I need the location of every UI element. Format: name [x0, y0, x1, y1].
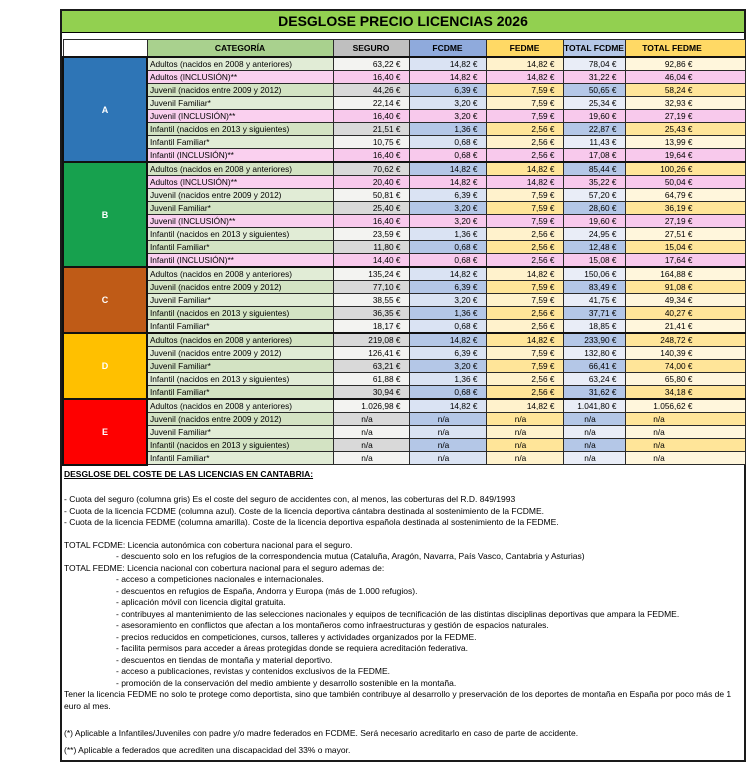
footnotes-heading: DESGLOSE DEL COSTE DE LAS LICENCIAS EN CANTABRIA:	[64, 468, 314, 479]
value-cell: n/a	[333, 452, 409, 465]
row-label: Juvenil Familiar*	[147, 294, 333, 307]
footnote-line: - Cuota del seguro (columna gris) Es el coste del seguro de accidentes con, al menos, las coberturas del R.D. 849/1993	[64, 494, 516, 504]
table-row	[63, 241, 745, 254]
value-cell: n/a	[563, 426, 625, 439]
value-cell: 2,56 €	[486, 136, 563, 149]
value-cell: 19,60 €	[563, 215, 625, 228]
table-row	[63, 413, 745, 426]
row-label: Infantil Familiar*	[147, 320, 333, 334]
value-cell: 1,36 €	[409, 373, 486, 386]
row-label: Juvenil Familiar*	[147, 426, 333, 439]
value-cell: 2,56 €	[486, 307, 563, 320]
table-row	[63, 267, 745, 281]
value-cell: n/a	[409, 426, 486, 439]
value-cell: 20,40 €	[333, 176, 409, 189]
footnote-line: - Cuota de la licencia FEDME (columna amarilla). Coste de la licencia deportiva española destinada al sostenimiento de la FEDME.	[64, 517, 559, 527]
footer-lines	[64, 494, 741, 756]
value-cell: 77,10 €	[333, 281, 409, 294]
value-cell: 22,14 €	[333, 97, 409, 110]
value-cell: 12,48 €	[563, 241, 625, 254]
value-cell: 14,82 €	[409, 267, 486, 281]
row-label: Juvenil (nacidos entre 2009 y 2012)	[147, 84, 333, 97]
value-cell: 35,22 €	[563, 176, 625, 189]
table-row	[63, 254, 745, 268]
value-cell: 34,18 €	[625, 386, 745, 400]
table-row	[63, 347, 745, 360]
value-cell: 11,80 €	[333, 241, 409, 254]
footnote-line: (**) Aplicable a federados que acrediten una discapacidad del 33% o mayor.	[64, 744, 351, 755]
table-row	[63, 439, 745, 452]
value-cell: 50,65 €	[563, 84, 625, 97]
value-cell: 2,56 €	[486, 149, 563, 163]
value-cell: 16,40 €	[333, 110, 409, 123]
value-cell: 2,56 €	[486, 320, 563, 334]
value-cell: n/a	[486, 452, 563, 465]
row-label: Infantil (nacidos en 2013 y siguientes)	[147, 307, 333, 320]
value-cell: n/a	[625, 413, 745, 426]
value-cell: 50,04 €	[625, 176, 745, 189]
value-cell: 14,82 €	[409, 162, 486, 176]
value-cell: n/a	[333, 413, 409, 426]
row-label: Adultos (INCLUSIÓN)**	[147, 71, 333, 84]
footnote-line: (*) Aplicable a Infantiles/Juveniles con padre y/o madre federados en FCDME. Será necesario acreditarlo en caso de parte de accidente.	[64, 728, 579, 738]
table-row	[63, 84, 745, 97]
value-cell: 16,40 €	[333, 71, 409, 84]
table-row	[63, 215, 745, 228]
value-cell: 46,04 €	[625, 71, 745, 84]
value-cell: 1.056,62 €	[625, 399, 745, 413]
row-label: Juvenil (nacidos entre 2009 y 2012)	[147, 347, 333, 360]
value-cell: 126,41 €	[333, 347, 409, 360]
value-cell: 25,43 €	[625, 123, 745, 136]
value-cell: 32,93 €	[625, 97, 745, 110]
footnote-line: TOTAL FCDME: Licencia autonómica con cobertura nacional para el seguro.	[64, 539, 353, 550]
value-cell: 140,39 €	[625, 347, 745, 360]
value-cell: 10,75 €	[333, 136, 409, 149]
footnote-line: - descuento solo en los refugios de la correspondencia mutua (Cataluña, Aragón, Navarra, País Vasco, Cantabria y Asturias)	[116, 551, 585, 561]
value-cell: 2,56 €	[486, 254, 563, 268]
header-fedme: FEDME	[486, 40, 563, 58]
value-cell: 18,17 €	[333, 320, 409, 334]
value-cell: 14,82 €	[486, 71, 563, 84]
row-label: Adultos (nacidos en 2008 y anteriores)	[147, 57, 333, 71]
table-row	[63, 136, 745, 149]
value-cell: n/a	[409, 439, 486, 452]
row-label: Infantil Familiar*	[147, 452, 333, 465]
row-label: Juvenil (nacidos entre 2009 y 2012)	[147, 413, 333, 426]
value-cell: 14,82 €	[486, 399, 563, 413]
value-cell: 14,82 €	[486, 333, 563, 347]
row-label: Infantil (nacidos en 2013 y siguientes)	[147, 373, 333, 386]
value-cell: 14,40 €	[333, 254, 409, 268]
value-cell: 61,88 €	[333, 373, 409, 386]
value-cell: 6,39 €	[409, 189, 486, 202]
value-cell: 14,82 €	[409, 176, 486, 189]
price-sheet	[60, 9, 746, 762]
table-row	[63, 386, 745, 400]
table-row	[63, 189, 745, 202]
footnote-line: Tener la licencia FEDME no solo te protege como deportista, sino que también contribuye al desarrollo y preservación de los deportes de montaña en España por poco más de 1 euro al mes.	[64, 689, 732, 711]
value-cell: 14,82 €	[409, 399, 486, 413]
value-cell: n/a	[563, 439, 625, 452]
value-cell: 7,59 €	[486, 84, 563, 97]
value-cell: 2,56 €	[486, 241, 563, 254]
row-label: Infantil Familiar*	[147, 241, 333, 254]
value-cell: 7,59 €	[486, 360, 563, 373]
value-cell: 31,62 €	[563, 386, 625, 400]
value-cell: 92,86 €	[625, 57, 745, 71]
value-cell: 0,68 €	[409, 254, 486, 268]
value-cell: 27,19 €	[625, 110, 745, 123]
value-cell: 7,59 €	[486, 347, 563, 360]
value-cell: 49,34 €	[625, 294, 745, 307]
value-cell: 7,59 €	[486, 110, 563, 123]
price-table	[62, 39, 746, 466]
row-label: Infantil (nacidos en 2013 y siguientes)	[147, 228, 333, 241]
table-row	[63, 110, 745, 123]
row-label: Juvenil Familiar*	[147, 97, 333, 110]
footnote-line: - facilita permisos para acceder a áreas protegidas donde se requiera acreditación federativa.	[116, 643, 469, 653]
value-cell: 7,59 €	[486, 189, 563, 202]
value-cell: 1.041,80 €	[563, 399, 625, 413]
value-cell: 30,94 €	[333, 386, 409, 400]
table-row	[63, 426, 745, 439]
footnote-line: - asesoramiento en conflictos que afectan a los montañeros como infraestructuras y gestión de espacios naturales.	[116, 620, 549, 630]
footnotes-panel	[62, 466, 744, 761]
value-cell: 14,82 €	[486, 57, 563, 71]
header-total-fcdme: TOTAL FCDME	[563, 40, 625, 58]
row-label: Adultos (nacidos en 2008 y anteriores)	[147, 162, 333, 176]
value-cell: 22,87 €	[563, 123, 625, 136]
value-cell: 25,34 €	[563, 97, 625, 110]
value-cell: n/a	[563, 452, 625, 465]
footnote-line: TOTAL FEDME: Licencia nacional con cobertura nacional para el seguro ademas de:	[64, 562, 385, 573]
footnote-line: - promoción de la conservación del medio ambiente y desarrollo sostenible en la montaña.	[116, 677, 457, 688]
value-cell: 2,56 €	[486, 373, 563, 386]
value-cell: 219,08 €	[333, 333, 409, 347]
page-title: DESGLOSE PRECIO LICENCIAS 2026	[62, 11, 744, 33]
table-row	[63, 97, 745, 110]
value-cell: 58,24 €	[625, 84, 745, 97]
value-cell: 6,39 €	[409, 84, 486, 97]
value-cell: 0,68 €	[409, 386, 486, 400]
value-cell: 0,68 €	[409, 149, 486, 163]
footnote-line: - acceso a competiciones nacionales e internacionales.	[116, 574, 324, 584]
value-cell: 23,59 €	[333, 228, 409, 241]
value-cell: 6,39 €	[409, 281, 486, 294]
row-label: Infantil (INCLUSIÓN)**	[147, 254, 333, 268]
value-cell: 40,27 €	[625, 307, 745, 320]
value-cell: 18,85 €	[563, 320, 625, 334]
row-label: Infantil (nacidos en 2013 y siguientes)	[147, 123, 333, 136]
row-label: Infantil (INCLUSIÓN)**	[147, 149, 333, 163]
value-cell: 14,82 €	[486, 162, 563, 176]
value-cell: 7,59 €	[486, 202, 563, 215]
value-cell: 2,56 €	[486, 228, 563, 241]
value-cell: 1,36 €	[409, 307, 486, 320]
value-cell: 135,24 €	[333, 267, 409, 281]
value-cell: 7,59 €	[486, 97, 563, 110]
value-cell: 0,68 €	[409, 320, 486, 334]
footnote-line: - acceso a publicaciones, revistas y contenidos exclusivos de la FEDME.	[116, 666, 391, 676]
value-cell: n/a	[625, 426, 745, 439]
value-cell: 233,90 €	[563, 333, 625, 347]
value-cell: 19,60 €	[563, 110, 625, 123]
table-row	[63, 228, 745, 241]
table-row	[63, 281, 745, 294]
value-cell: 14,82 €	[409, 57, 486, 71]
value-cell: 24,95 €	[563, 228, 625, 241]
value-cell: 38,55 €	[333, 294, 409, 307]
value-cell: 41,75 €	[563, 294, 625, 307]
category-letter-c: C	[63, 267, 147, 333]
row-label: Infantil Familiar*	[147, 136, 333, 149]
value-cell: n/a	[409, 452, 486, 465]
value-cell: 3,20 €	[409, 360, 486, 373]
value-cell: n/a	[409, 413, 486, 426]
value-cell: 66,41 €	[563, 360, 625, 373]
corner-cell	[63, 40, 147, 58]
value-cell: 14,82 €	[486, 267, 563, 281]
value-cell: 3,20 €	[409, 202, 486, 215]
value-cell: 164,88 €	[625, 267, 745, 281]
price-table-body	[63, 57, 745, 465]
value-cell: 50,81 €	[333, 189, 409, 202]
row-label: Juvenil (nacidos entre 2009 y 2012)	[147, 281, 333, 294]
value-cell: 37,71 €	[563, 307, 625, 320]
category-letter-a: A	[63, 57, 147, 162]
value-cell: n/a	[486, 426, 563, 439]
row-label: Adultos (nacidos en 2008 y anteriores)	[147, 399, 333, 413]
value-cell: n/a	[563, 413, 625, 426]
value-cell: n/a	[333, 439, 409, 452]
row-label: Adultos (nacidos en 2008 y anteriores)	[147, 267, 333, 281]
value-cell: n/a	[625, 452, 745, 465]
value-cell: 17,64 €	[625, 254, 745, 268]
value-cell: 78,04 €	[563, 57, 625, 71]
table-row	[63, 452, 745, 465]
value-cell: 21,41 €	[625, 320, 745, 334]
value-cell: 3,20 €	[409, 294, 486, 307]
value-cell: 14,82 €	[486, 176, 563, 189]
header-row	[63, 40, 745, 58]
value-cell: 7,59 €	[486, 281, 563, 294]
value-cell: 2,56 €	[486, 386, 563, 400]
value-cell: 7,59 €	[486, 215, 563, 228]
header-fcdme: FCDME	[409, 40, 486, 58]
value-cell: 15,08 €	[563, 254, 625, 268]
value-cell: 36,19 €	[625, 202, 745, 215]
row-label: Juvenil (INCLUSIÓN)**	[147, 215, 333, 228]
table-row	[63, 176, 745, 189]
category-letter-d: D	[63, 333, 147, 399]
value-cell: 6,39 €	[409, 347, 486, 360]
value-cell: 85,44 €	[563, 162, 625, 176]
table-row	[63, 123, 745, 136]
table-row	[63, 333, 745, 347]
header-total-fedme: TOTAL FEDME	[625, 40, 745, 58]
value-cell: 3,20 €	[409, 97, 486, 110]
value-cell: 27,51 €	[625, 228, 745, 241]
table-row	[63, 307, 745, 320]
table-row	[63, 373, 745, 386]
value-cell: 150,06 €	[563, 267, 625, 281]
table-row	[63, 360, 745, 373]
value-cell: 14,82 €	[409, 333, 486, 347]
value-cell: 11,43 €	[563, 136, 625, 149]
value-cell: 44,26 €	[333, 84, 409, 97]
table-row	[63, 57, 745, 71]
row-label: Adultos (nacidos en 2008 y anteriores)	[147, 333, 333, 347]
value-cell: 74,00 €	[625, 360, 745, 373]
value-cell: 31,22 €	[563, 71, 625, 84]
value-cell: 83,49 €	[563, 281, 625, 294]
header-categoria: CATEGORÍA	[147, 40, 333, 58]
value-cell: 19,64 €	[625, 149, 745, 163]
value-cell: 3,20 €	[409, 110, 486, 123]
table-row	[63, 202, 745, 215]
value-cell: 0,68 €	[409, 241, 486, 254]
value-cell: 15,04 €	[625, 241, 745, 254]
value-cell: 1,36 €	[409, 123, 486, 136]
value-cell: 1.026,98 €	[333, 399, 409, 413]
value-cell: 17,08 €	[563, 149, 625, 163]
value-cell: 100,26 €	[625, 162, 745, 176]
value-cell: n/a	[486, 413, 563, 426]
category-letter-e: E	[63, 399, 147, 465]
row-label: Juvenil (nacidos entre 2009 y 2012)	[147, 189, 333, 202]
value-cell: 64,79 €	[625, 189, 745, 202]
value-cell: 36,35 €	[333, 307, 409, 320]
header-seguro: SEGURO	[333, 40, 409, 58]
footnote-line: - aplicación móvil con licencia digital gratuita.	[116, 597, 286, 607]
table-row	[63, 294, 745, 307]
row-label: Juvenil Familiar*	[147, 202, 333, 215]
value-cell: 0,68 €	[409, 136, 486, 149]
footnote-line: - contribuyes al mantenimiento de las selecciones nacionales y equipos de tecnificación de las distintas disciplinas deportivas que ampara la FEDME.	[116, 608, 680, 619]
table-row	[63, 162, 745, 176]
value-cell: 16,40 €	[333, 149, 409, 163]
value-cell: 16,40 €	[333, 215, 409, 228]
value-cell: 27,19 €	[625, 215, 745, 228]
value-cell: 3,20 €	[409, 215, 486, 228]
value-cell: n/a	[333, 426, 409, 439]
value-cell: 28,60 €	[563, 202, 625, 215]
value-cell: 13,99 €	[625, 136, 745, 149]
table-row	[63, 71, 745, 84]
table-row	[63, 149, 745, 163]
value-cell: 91,08 €	[625, 281, 745, 294]
value-cell: n/a	[486, 439, 563, 452]
value-cell: 65,80 €	[625, 373, 745, 386]
table-row	[63, 399, 745, 413]
footnote-line: - Cuota de la licencia FCDME (columna azul). Coste de la licencia deportiva cántabra destinada al sostenimiento de la FCDME.	[64, 505, 545, 516]
category-letter-b: B	[63, 162, 147, 267]
footnote-line: - descuentos en tiendas de montaña y material deportivo.	[116, 654, 333, 665]
value-cell: 57,20 €	[563, 189, 625, 202]
value-cell: 14,82 €	[409, 71, 486, 84]
value-cell: 2,56 €	[486, 123, 563, 136]
row-label: Infantil Familiar*	[147, 386, 333, 400]
table-row	[63, 320, 745, 334]
footnote-line: - descuentos en refugios de España, Andorra y Europa (más de 1.000 refugios).	[116, 585, 418, 596]
value-cell: n/a	[625, 439, 745, 452]
value-cell: 63,22 €	[333, 57, 409, 71]
value-cell: 248,72 €	[625, 333, 745, 347]
value-cell: 25,40 €	[333, 202, 409, 215]
value-cell: 63,21 €	[333, 360, 409, 373]
row-label: Adultos (INCLUSIÓN)**	[147, 176, 333, 189]
row-label: Juvenil (INCLUSIÓN)**	[147, 110, 333, 123]
value-cell: 1,36 €	[409, 228, 486, 241]
value-cell: 7,59 €	[486, 294, 563, 307]
value-cell: 70,62 €	[333, 162, 409, 176]
row-label: Juvenil Familiar*	[147, 360, 333, 373]
row-label: Infantil (nacidos en 2013 y siguientes)	[147, 439, 333, 452]
footnote-line: - precios reducidos en competiciones, cursos, talleres y actividades organizados por la FEDME.	[116, 631, 477, 642]
value-cell: 63,24 €	[563, 373, 625, 386]
value-cell: 132,80 €	[563, 347, 625, 360]
value-cell: 21,51 €	[333, 123, 409, 136]
